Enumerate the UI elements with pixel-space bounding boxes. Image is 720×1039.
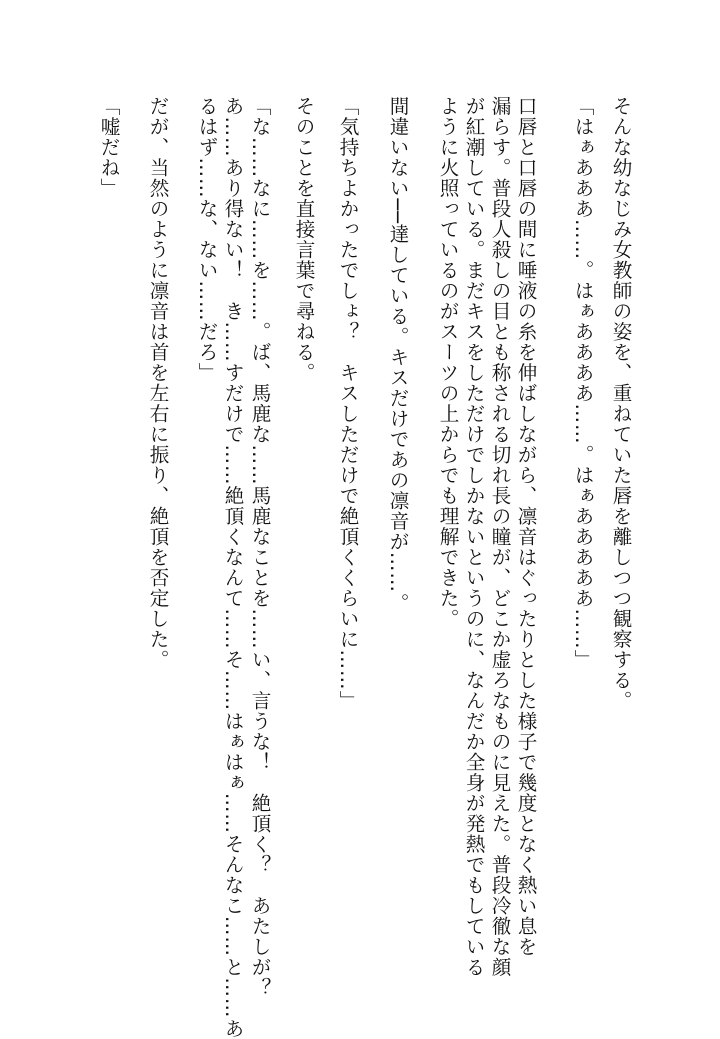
text-line: 口唇と口唇の間に唾液の糸を伸ばしながら、凛音はぐったりとした様子で幾度となく熱い息を	[514, 96, 537, 957]
text-line: そのことを直接言葉で尋ねる。	[292, 96, 315, 383]
dialogue-line: 「嘘だね」	[97, 96, 120, 199]
dialogue-line: るはず……な、ない……だろ」	[195, 96, 218, 383]
text-line: 間違いない──達している。キスだけであの凛音が……。	[386, 96, 409, 614]
dialogue-line: 「な……なに……を……。ば、馬鹿な……馬鹿なことを……い、言うな！ 絶頂く？ あたしが？	[248, 96, 271, 998]
dialogue-line: 「はぁあああ……。はぁああああ……。はぁあああああ……」	[571, 96, 594, 670]
text-line: が紅潮している。まだキスをしただけでしかないというのに、なんだか全身が発熱でもしている	[462, 96, 485, 978]
text-line: だが、当然のように凛音は首を左右に振り、絶頂を否定した。	[146, 96, 169, 670]
dialogue-line: あ……あり得ない！ き……すだけで……絶頂くなんて……そ……はぁはぁ……そんなこ……と……あ	[221, 96, 244, 1039]
text-line: そんな幼なじみ女教師の姿を、重ねていた唇を離しつつ観察する。	[609, 96, 632, 711]
text-line: 漏らす。普段人殺しの目とも称される切れ長の瞳が、どこか虚ろなものに見えた。普段冷徹な顔	[488, 96, 511, 978]
text-line: ように火照っているのがスーツの上からでも理解できた。	[436, 96, 459, 629]
dialogue-line: 「気持ちよかったでしょ？ キスしただけで絶頂くくらいに……」	[336, 96, 359, 711]
